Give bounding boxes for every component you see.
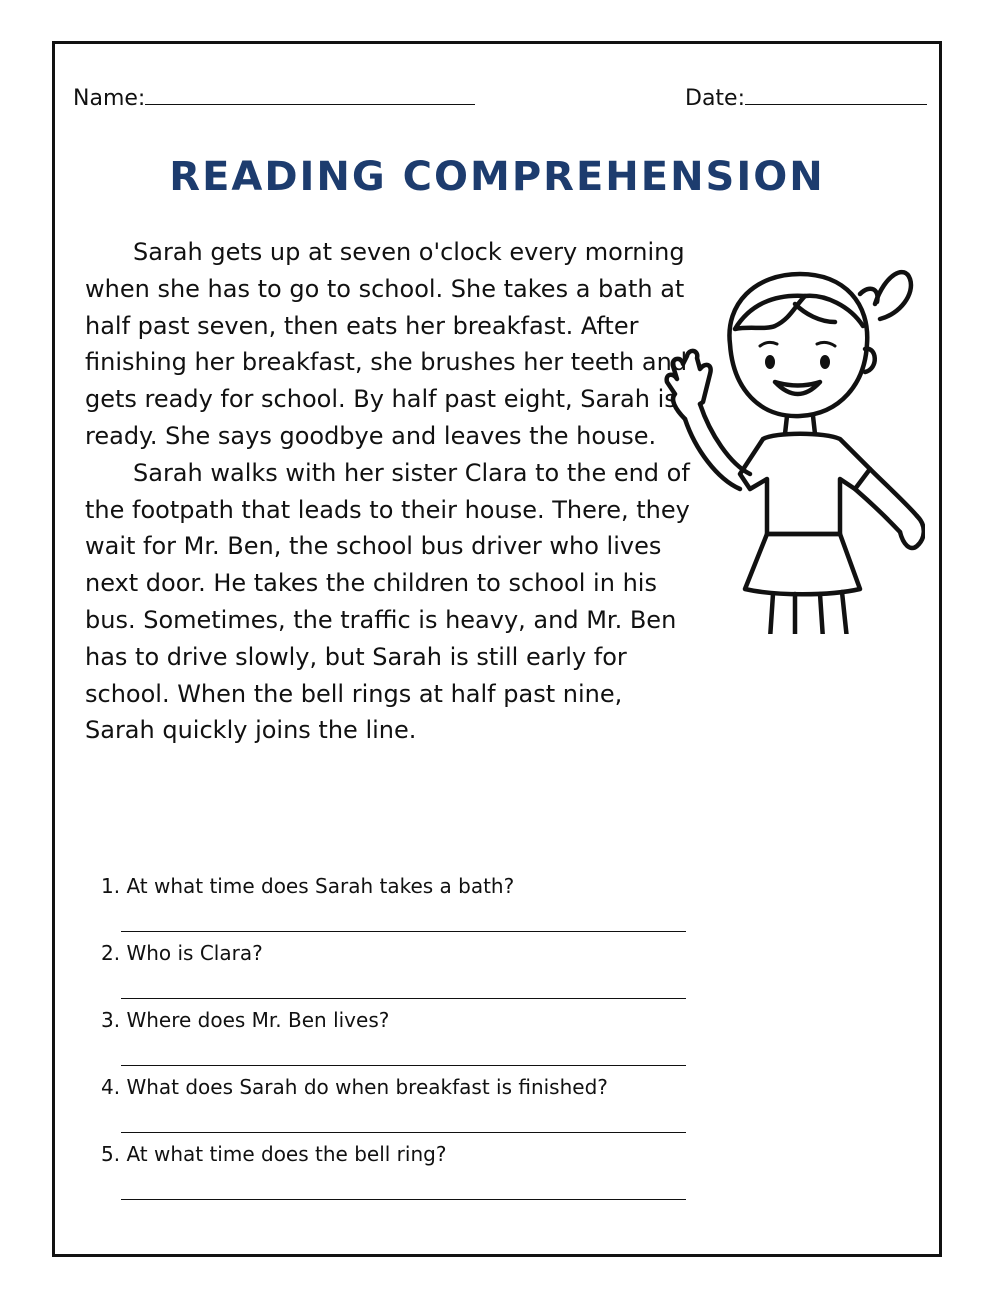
question-item <box>101 874 701 941</box>
answer-line[interactable] <box>121 998 686 999</box>
question-item <box>101 1075 701 1142</box>
reading-passage <box>85 234 695 749</box>
question-text: 2. Who is Clara? <box>101 941 263 965</box>
worksheet-frame <box>52 41 942 1257</box>
passage-paragraph-1: Sarah gets up at seven o'clock every morning when she has to go to school. She takes a bath at half past seven, then eats her breakfast. After finishing her breakfast, she brushes her teeth and gets ready for school. By half past eight, Sarah is ready. She says goodbye and leaves the house. <box>85 238 688 450</box>
date-blank[interactable] <box>745 86 927 105</box>
question-text: 5. At what time does the bell ring? <box>101 1142 447 1166</box>
name-blank[interactable] <box>145 86 475 105</box>
passage-paragraph-2: Sarah walks with her sister Clara to the end of the footpath that leads to their house. There, they wait for Mr. Ben, the school bus driver who lives next door. He takes the children to school in his bus. Sometimes, the traffic is heavy, and Mr. Ben has to drive slowly, but Sarah is still early for school. When the bell rings at half past nine, Sarah quickly joins the line. <box>85 458 690 745</box>
answer-line[interactable] <box>121 1132 686 1133</box>
question-text: 3. Where does Mr. Ben lives? <box>101 1008 390 1032</box>
question-item <box>101 1142 701 1209</box>
answer-line[interactable] <box>121 1065 686 1066</box>
question-item <box>101 1008 701 1075</box>
name-label: Name: <box>73 86 146 111</box>
answer-line[interactable] <box>121 931 686 932</box>
page-title: READING COMPREHENSION <box>169 154 825 200</box>
waving-girl-illustration <box>655 234 925 634</box>
question-text: 1. At what time does Sarah takes a bath? <box>101 874 515 898</box>
date-field[interactable] <box>685 86 927 111</box>
question-text: 4. What does Sarah do when breakfast is finished? <box>101 1075 608 1099</box>
date-label: Date: <box>685 86 745 111</box>
answer-line[interactable] <box>121 1199 686 1200</box>
question-item <box>101 941 701 1008</box>
name-field[interactable] <box>73 86 475 111</box>
question-list <box>101 874 701 1209</box>
